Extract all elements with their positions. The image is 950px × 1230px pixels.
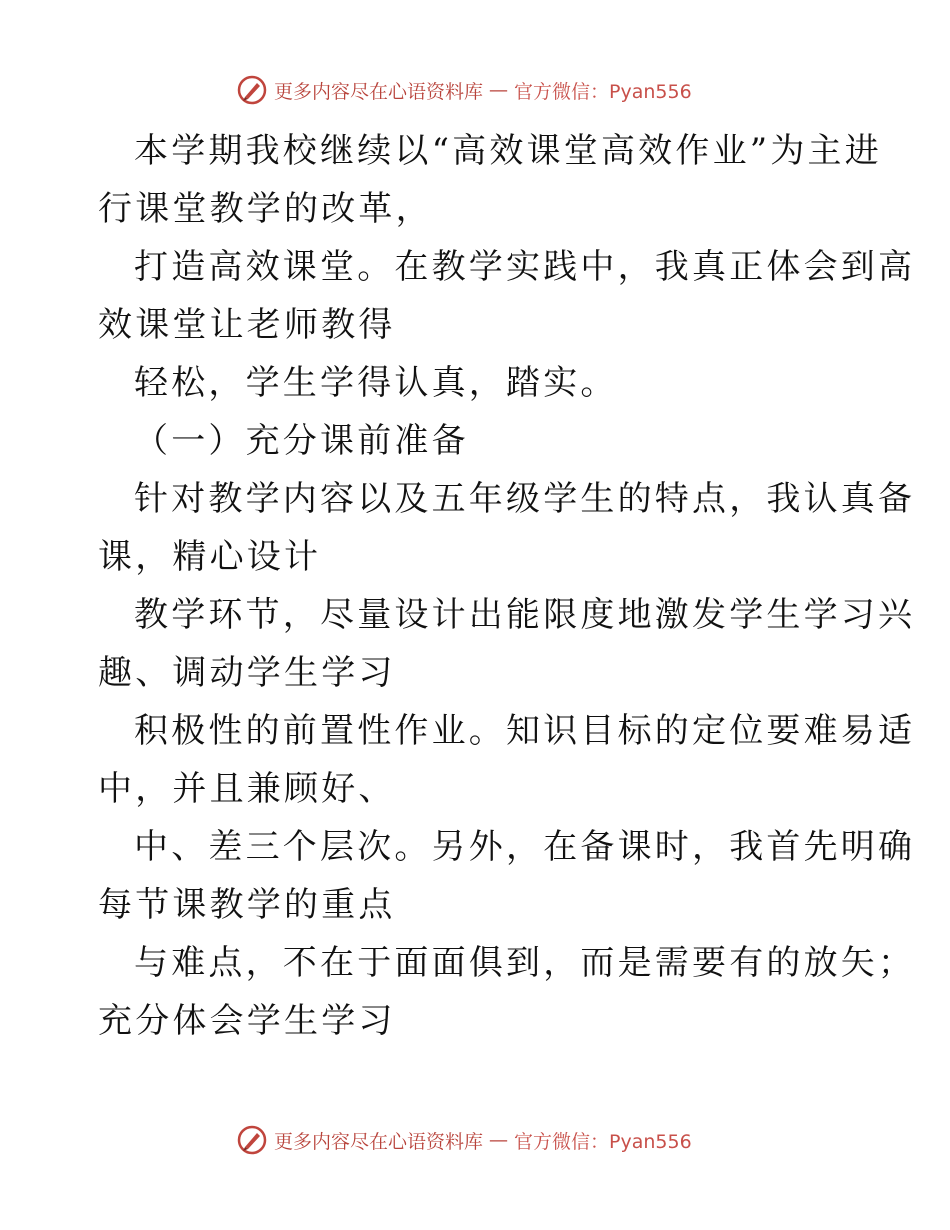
watermark-text: 更多内容尽在心语资料库 <box>274 1130 484 1153</box>
paragraph-line: 针对教学内容以及五年级学生的特点，我认真备 <box>134 479 916 519</box>
footer-watermark <box>236 1123 692 1157</box>
header-watermark <box>236 73 692 107</box>
paragraph-line: 与难点，不在于面面俱到，而是需要有的放矢； <box>134 943 916 983</box>
paragraph-line: 中、差三个层次。另外，在备课时，我首先明确 <box>134 827 916 867</box>
pen-circle-logo-icon <box>236 74 268 106</box>
paragraph-line: 课，精心设计 <box>98 537 322 577</box>
paragraph-line: 教学环节，尽量设计出能限度地激发学生学习兴 <box>134 595 916 635</box>
paragraph-line: 充分体会学生学习 <box>98 1001 396 1041</box>
paragraph-line: 每节课教学的重点 <box>98 885 396 925</box>
body-text <box>98 122 916 1050</box>
watermark-wechat: 官方微信：Pyan556 <box>514 80 692 103</box>
pen-circle-logo-icon <box>236 1124 268 1156</box>
paragraph-line: 行课堂教学的改革， <box>98 189 433 229</box>
paragraph-line: 中，并且兼顾好、 <box>98 769 396 809</box>
paragraph-line: 积极性的前置性作业。知识目标的定位要难易适 <box>134 711 916 751</box>
watermark-dash: — <box>489 79 509 101</box>
paragraph-line: 打造高效课堂。在教学实践中，我真正体会到高 <box>134 247 916 287</box>
paragraph-line: 趣、调动学生学习 <box>98 653 396 693</box>
watermark-text: 更多内容尽在心语资料库 <box>274 80 484 103</box>
paragraph-line: 轻松，学生学得认真，踏实。 <box>134 363 618 403</box>
paragraph-line: 本学期我校继续以“高效课堂高效作业”为主进 <box>134 131 882 171</box>
watermark-wechat: 官方微信：Pyan556 <box>514 1130 692 1153</box>
paragraph-line: 效课堂让老师教得 <box>98 305 396 345</box>
watermark-dash: — <box>489 1129 509 1151</box>
section-heading: （一）充分课前准备 <box>134 421 469 461</box>
